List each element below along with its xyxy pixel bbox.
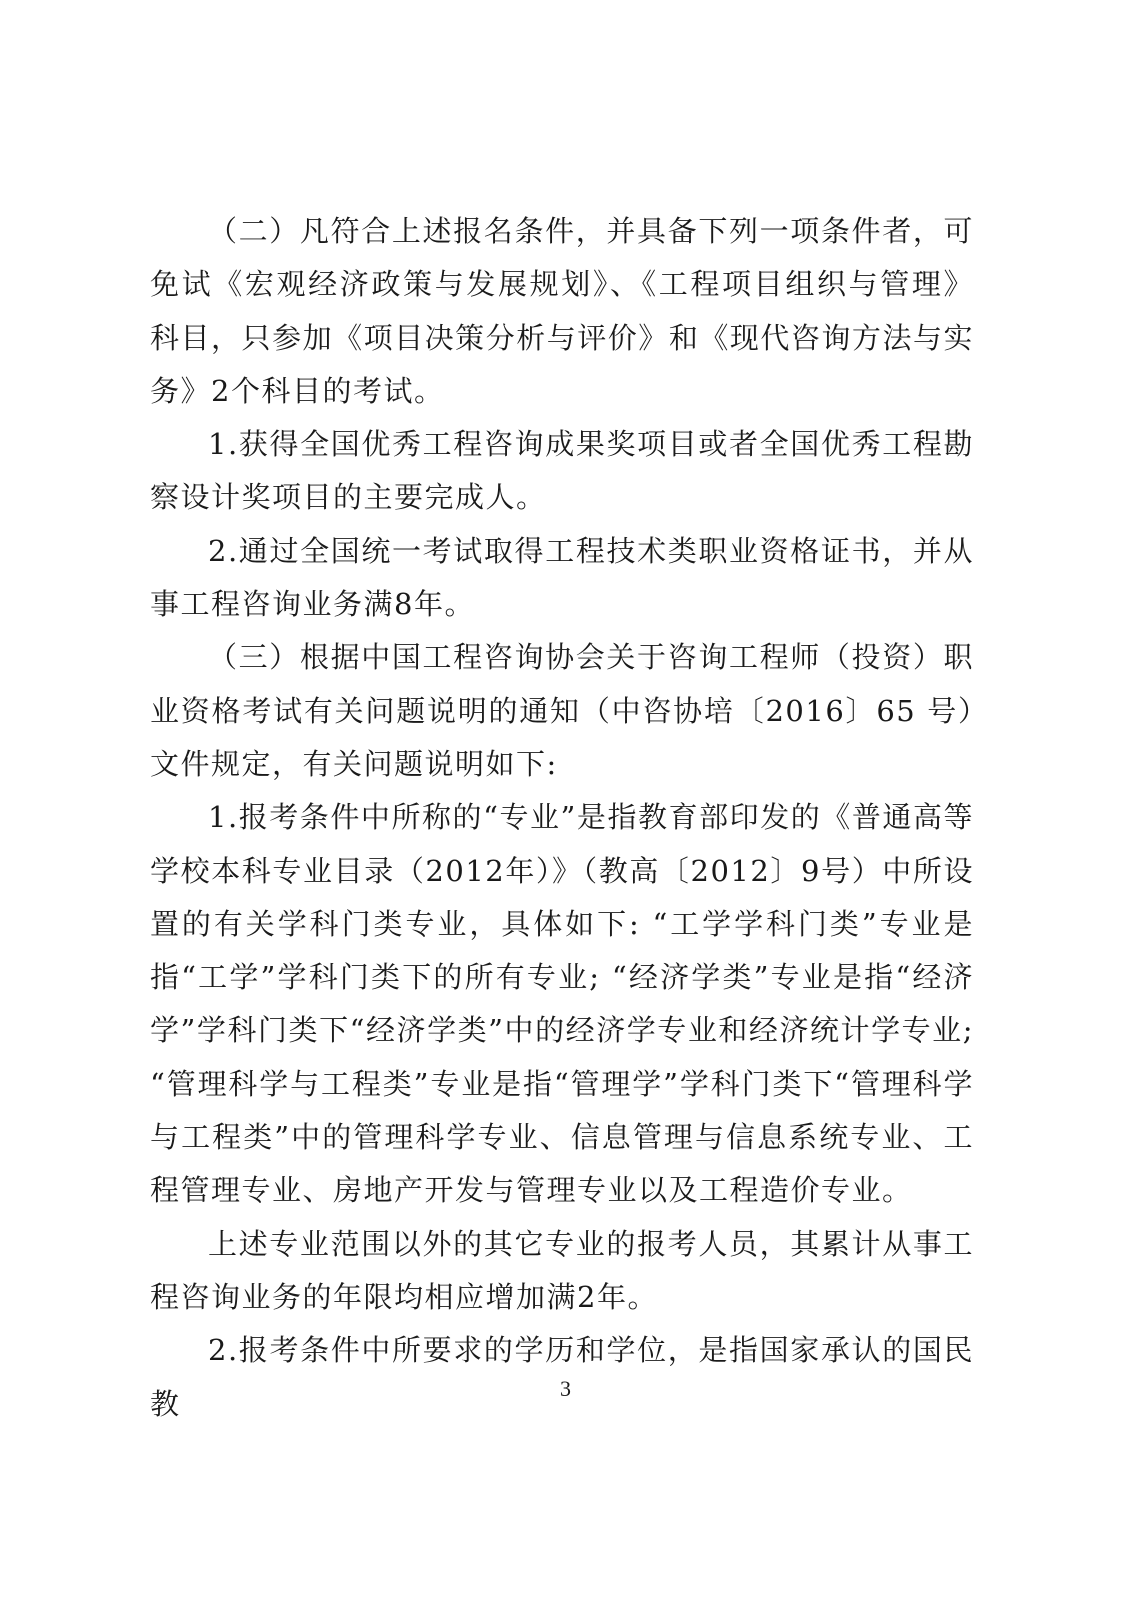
paragraph-condition-certificate: 2.通过全国统一考试取得工程技术类职业资格证书，并从事工程咨询业务满8年。 — [150, 533, 974, 622]
paragraph-exemption-conditions: （二）凡符合上述报名条件，并具备下列一项条件者，可免试《宏观经济政策与发展规划》、《工程项目组织与管理》科目，只参加《项目决策分析与评价》和《现代咨询方法与实务》2个科目的考试。 — [150, 214, 974, 408]
paragraph-notice-explanation: （三）根据中国工程咨询协会关于咨询工程师（投资）职业资格考试有关问题说明的通知（中咨协培〔2016〕65 号）文件规定，有关问题说明如下: — [150, 640, 974, 781]
paragraph-condition-award: 1.获得全国优秀工程咨询成果奖项目或者全国优秀工程勘察设计奖项目的主要完成人。 — [150, 427, 974, 515]
paragraph-degree-definition: 2.报考条件中所要求的学历和学位，是指国家承认的国民教 — [150, 1333, 974, 1421]
paragraph-major-definition: 1.报考条件中所称的“专业”是指教育部印发的《普通高等学校本科专业目录（2012年）》（教高〔2012〕9号）中所设置的有关学科门类专业，具体如下: “工学学科门类”专业是指“工学”学科门类下的所有专业; “经济学类”专业是指“经济学”学科门类下“经济学类”中的经济学专业和经济统计学专业; “管理科学与工程类”专业是指“管理学”学科门类下“管理科学与工程类”中的管理科学专业、信息管理与信息系统专业、工程管理专业、房地产开发与管理专业以及工程造价专业。 — [150, 800, 974, 1208]
paragraph-other-majors: 上述专业范围以外的其它专业的报考人员，其累计从事工程咨询业务的年限均相应增加满2年。 — [150, 1226, 974, 1314]
page-number: 3 — [560, 1376, 571, 1401]
document-body — [150, 205, 974, 1431]
